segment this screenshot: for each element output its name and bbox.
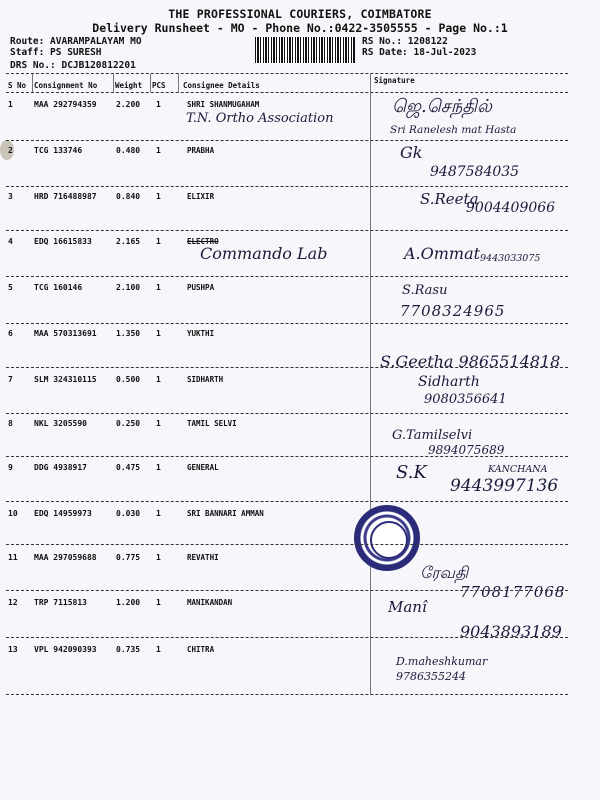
col-header-consignee: Consignee Details <box>183 81 260 90</box>
col-header-weight: Weight <box>115 81 143 90</box>
row-consignment: HRD 716488987 <box>34 192 97 201</box>
row-separator <box>6 323 568 324</box>
col-divider <box>113 74 114 92</box>
row-pcs: 1 <box>156 553 161 562</box>
row-sno: 2 <box>8 146 13 155</box>
col-header-sno: S No <box>8 81 27 90</box>
route-label: Route: AVARAMPALAYAM MO <box>10 36 142 47</box>
col-header-pcs: PCS <box>152 81 166 90</box>
row-pcs: 1 <box>156 192 161 201</box>
handwritten-signature: ஜெ.செந்தில் <box>392 96 492 117</box>
row-separator <box>6 544 568 545</box>
row-sno: 8 <box>8 419 13 428</box>
row-separator <box>6 413 568 414</box>
handwritten-signature: G.Tamilselvi <box>392 428 473 443</box>
handwritten-phone: 7708324965 <box>400 302 506 320</box>
row-pcs: 1 <box>156 598 161 607</box>
row-weight: 0.735 <box>116 645 141 654</box>
row-sno: 11 <box>8 553 18 562</box>
row-sno: 5 <box>8 283 13 292</box>
staff-label: Staff: PS SURESH <box>10 47 102 58</box>
row-separator <box>6 694 568 695</box>
handwritten-signature: Gk <box>400 143 423 162</box>
row-pcs: 1 <box>156 100 161 109</box>
handwritten-phone: 9443997136 <box>450 476 559 496</box>
row-weight: 2.200 <box>116 100 141 109</box>
row-consignment: EDQ 14959973 <box>34 509 92 518</box>
row-consignee: MANIKANDAN <box>187 598 233 607</box>
row-consignment: MAA 570313691 <box>34 329 97 338</box>
row-consignment: TCG 160146 <box>34 283 83 292</box>
handwritten-signature: D.maheshkumar 9786355244 <box>396 655 488 683</box>
row-pcs: 1 <box>156 146 161 155</box>
row-sno: 3 <box>8 192 13 201</box>
row-separator <box>6 276 568 277</box>
handwritten-note: T.N. Ortho Association <box>186 111 334 126</box>
row-pcs: 1 <box>156 419 161 428</box>
row-consignment: MAA 292794359 <box>34 100 97 109</box>
handwritten-phone: 7708177068 <box>460 583 566 601</box>
handwritten-phone: 9080356641 <box>424 392 507 407</box>
row-separator <box>6 140 568 141</box>
row-consignee: REVATHI <box>187 553 219 562</box>
row-sno: 12 <box>8 598 18 607</box>
col-divider <box>178 74 179 92</box>
runsheet-subtitle: Delivery Runsheet - MO - Phone No.:0422-3505555 - Page No.:1 <box>92 21 508 35</box>
row-weight: 2.100 <box>116 283 141 292</box>
row-weight: 0.030 <box>116 509 141 518</box>
row-separator <box>6 367 568 368</box>
handwritten-phone: 9004409066 <box>466 200 556 216</box>
header-bottom-rule <box>6 92 568 93</box>
row-consignment: TCG 133746 <box>34 146 83 155</box>
col-header-signature: Signature <box>374 76 415 85</box>
row-sno: 13 <box>8 645 18 654</box>
company-seal-stamp <box>354 505 420 571</box>
handwritten-signature: Sidharth <box>418 374 480 390</box>
row-consignment: VPL 942090393 <box>34 645 97 654</box>
row-consignee: ELECTRO <box>187 237 219 246</box>
row-pcs: 1 <box>156 645 161 654</box>
handwritten-signature: Manî <box>388 598 427 616</box>
row-separator <box>6 230 568 231</box>
row-consignee: PRABHA <box>187 146 215 155</box>
rs-date: RS Date: 18-Jul-2023 <box>362 47 477 58</box>
row-separator <box>6 501 568 502</box>
row-consignee: CHITRA <box>187 645 215 654</box>
header-top-rule <box>6 73 568 74</box>
row-pcs: 1 <box>156 463 161 472</box>
handwritten-signature: KANCHANA <box>488 464 548 475</box>
row-consignment: DDG 4938917 <box>34 463 87 472</box>
row-separator <box>6 186 568 187</box>
row-sno: 10 <box>8 509 18 518</box>
row-consignee: SRI BANNARI AMMAN <box>187 509 264 518</box>
handwritten-signature: S.Geetha 9865514818 <box>380 352 561 371</box>
handwritten-signature: S.Rasu <box>402 283 448 298</box>
handwritten-phone: 9487584035 <box>430 164 520 180</box>
row-sno: 4 <box>8 237 13 246</box>
col-header-consignment: Consignment No <box>34 81 98 90</box>
barcode-image <box>255 37 355 63</box>
col-divider <box>150 74 151 92</box>
handwritten-note: Commando Lab <box>200 244 328 263</box>
row-pcs: 1 <box>156 237 161 246</box>
row-weight: 0.475 <box>116 463 141 472</box>
row-separator <box>6 590 568 591</box>
row-sno: 9 <box>8 463 13 472</box>
row-weight: 0.250 <box>116 419 141 428</box>
row-weight: 2.165 <box>116 237 141 246</box>
row-pcs: 1 <box>156 375 161 384</box>
row-weight: 0.480 <box>116 146 141 155</box>
handwritten-signature: ரேவதி <box>420 563 469 582</box>
row-separator <box>6 456 568 457</box>
row-consignment: NKL 3205590 <box>34 419 87 428</box>
row-consignment: SLM 324310115 <box>34 375 97 384</box>
row-sno: 6 <box>8 329 13 338</box>
row-pcs: 1 <box>156 509 161 518</box>
row-weight: 0.840 <box>116 192 141 201</box>
handwritten-phone: 9043893189 <box>460 622 562 641</box>
col-divider <box>32 74 33 92</box>
row-consignment: TRP 7115813 <box>34 598 87 607</box>
row-consignee: YUKTHI <box>187 329 215 338</box>
row-consignee: PUSHPA <box>187 283 215 292</box>
row-consignee: TAMIL SELVI <box>187 419 237 428</box>
row-consignee: ELIXIR <box>187 192 215 201</box>
row-consignee: GENERAL <box>187 463 219 472</box>
handwritten-phone: 9443033075 <box>480 253 541 264</box>
row-consignee: SIDHARTH <box>187 375 224 384</box>
row-weight: 0.500 <box>116 375 141 384</box>
row-consignment: EDQ 16615833 <box>34 237 92 246</box>
company-title: THE PROFESSIONAL COURIERS, COIMBATORE <box>168 7 432 21</box>
row-pcs: 1 <box>156 283 161 292</box>
row-consignment: MAA 297059688 <box>34 553 97 562</box>
handwritten-signature: S.K <box>396 462 427 483</box>
handwritten-phone: 9894075689 <box>428 443 505 457</box>
row-pcs: 1 <box>156 329 161 338</box>
rs-number: RS No.: 1208122 <box>362 36 448 47</box>
row-weight: 0.775 <box>116 553 141 562</box>
row-consignee: SHRI SHANMUGAHAM <box>187 100 260 109</box>
row-separator <box>6 637 568 638</box>
signature-divider <box>370 74 371 694</box>
handwritten-signature: A.Ommat <box>404 244 481 263</box>
drs-number: DRS No.: DCJB120812201 <box>10 60 136 71</box>
row-sno: 1 <box>8 100 13 109</box>
handwritten-signature: Sri Ranelesh mat Hasta <box>390 124 517 136</box>
row-sno: 7 <box>8 375 13 384</box>
row-weight: 1.350 <box>116 329 141 338</box>
row-weight: 1.200 <box>116 598 141 607</box>
handwritten-signature: S.Reeta <box>420 190 479 208</box>
stamp-center <box>370 521 408 559</box>
